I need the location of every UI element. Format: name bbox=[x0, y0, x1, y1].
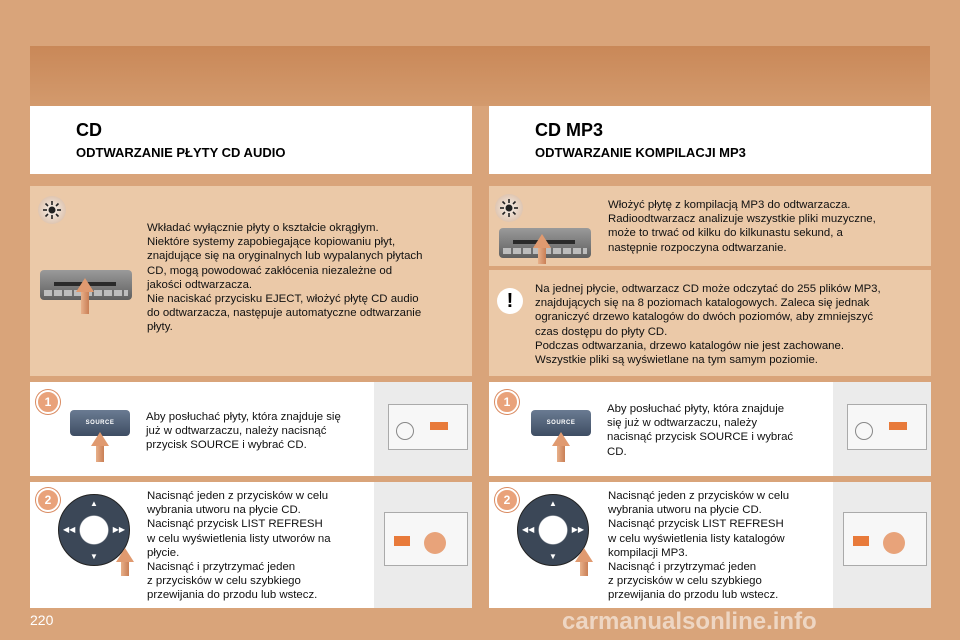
text-line: Nacisnąć i przytrzymać jeden bbox=[147, 561, 296, 574]
text-line: nacisnąć przycisk SOURCE i wybrać bbox=[607, 431, 794, 444]
column-cd-mp3 bbox=[489, 106, 931, 174]
tip-icon bbox=[38, 196, 66, 224]
step-1-text bbox=[146, 410, 341, 453]
arrow-up-icon bbox=[575, 548, 593, 562]
warning-panel-mp3 bbox=[489, 270, 931, 376]
text-line: Nacisnąć przycisk LIST REFRESH bbox=[147, 518, 323, 531]
text-line: znajdujących się na 8 poziomach katalogowych. Zaleca się jednak bbox=[535, 297, 870, 310]
source-button-image: SOURCE bbox=[70, 410, 130, 436]
text-line: Wkładać wyłącznie płyty o kształcie okrągłym. bbox=[147, 222, 379, 234]
text-line: następnie rozpoczyna odtwarzanie. bbox=[608, 241, 787, 254]
text-line: znajdujące się na oryginalnych lub wypalanych płytach bbox=[147, 250, 423, 263]
text-line: CD. bbox=[607, 445, 627, 458]
info-text bbox=[608, 198, 876, 255]
header-cd-mp3 bbox=[489, 106, 931, 174]
info-panel-mp3 bbox=[489, 186, 931, 266]
radio-panel-image bbox=[833, 382, 931, 476]
text-line: przewijania do przodu lub wstecz. bbox=[147, 589, 318, 602]
text-line: Nacisnąć jeden z przycisków w celu bbox=[147, 490, 329, 502]
step-1-mp3 bbox=[489, 382, 931, 476]
text-line: Aby posłuchać płyty, która znajduje się bbox=[146, 411, 341, 423]
step-number-badge: 1 bbox=[36, 390, 60, 414]
text-line: w celu wyświetlenia listy utworów na bbox=[147, 532, 331, 545]
text-line: już w odtwarzaczu, należy nacisnąć bbox=[146, 425, 327, 438]
tip-icon bbox=[495, 194, 523, 222]
text-line: Nie naciskać przycisku EJECT, włożyć płytę CD audio bbox=[147, 293, 419, 306]
section-subtitle: ODTWARZANIE PŁYTY CD AUDIO bbox=[76, 145, 286, 160]
text-line: Wszystkie pliki są wyświetlane na tym samym poziomie. bbox=[535, 354, 818, 367]
text-line: kompilacji MP3. bbox=[608, 546, 688, 559]
column-cd bbox=[30, 106, 472, 174]
watermark: carmanualsonline.info bbox=[562, 608, 817, 635]
source-button-image: SOURCE bbox=[531, 410, 591, 436]
text-line: przewijania do przodu lub wstecz. bbox=[608, 589, 779, 602]
direction-pad-image: ◀◀ ▶▶ ▲ ▼ bbox=[517, 494, 589, 566]
text-line: Radioodtwarzacz analizuje wszystkie pliki muzyczne, bbox=[608, 213, 876, 226]
radio-panel-image bbox=[374, 482, 472, 608]
text-line: z przycisków w celu szybkiego bbox=[608, 575, 762, 588]
step-number-badge: 2 bbox=[495, 488, 519, 512]
warning-icon: ! bbox=[497, 288, 523, 314]
radio-panel-image bbox=[374, 382, 472, 476]
step-2-cd bbox=[30, 482, 472, 608]
text-line: wybrania utworu na płycie CD. bbox=[147, 504, 301, 517]
text-line: Aby posłuchać płyty, która znajduje bbox=[607, 403, 785, 415]
text-line: ograniczyć drzewo katalogów do dwóch poziomów, aby zmniejszyć bbox=[535, 311, 874, 324]
text-line: przycisk SOURCE i wybrać CD. bbox=[146, 439, 307, 452]
text-line: czas dostępu do płyty CD. bbox=[535, 325, 668, 338]
text-line: Na jednej płycie, odtwarzacz CD może odczytać do 255 plików MP3, bbox=[535, 283, 881, 295]
direction-pad-image: ◀◀ ▶▶ ▲ ▼ bbox=[58, 494, 130, 566]
warning-text bbox=[535, 282, 881, 367]
text-line: jakości odtwarzacza. bbox=[147, 278, 253, 291]
step-1-cd bbox=[30, 382, 472, 476]
step-number-badge: 1 bbox=[495, 390, 519, 414]
radio-panel-image bbox=[833, 482, 931, 608]
page-number: 220 bbox=[30, 612, 54, 628]
text-line: się już w odtwarzaczu, należy bbox=[607, 417, 758, 430]
text-line: Niektóre systemy zapobiegające kopiowaniu płyt, bbox=[147, 236, 396, 249]
section-title: CD MP3 bbox=[535, 120, 604, 140]
header-cd bbox=[30, 106, 472, 174]
arrow-up-icon bbox=[76, 278, 94, 292]
top-band bbox=[30, 46, 930, 106]
section-subtitle: ODTWARZANIE KOMPILACJI MP3 bbox=[535, 145, 746, 160]
text-line: do odtwarzacza, następuje automatyczne odtwarzanie bbox=[147, 307, 422, 320]
step-2-mp3 bbox=[489, 482, 931, 608]
text-line: Nacisnąć i przytrzymać jeden bbox=[608, 561, 757, 574]
text-line: Nacisnąć jeden z przycisków w celu bbox=[608, 490, 790, 502]
text-line: płyty. bbox=[147, 321, 173, 334]
step-number-badge: 2 bbox=[36, 488, 60, 512]
text-line: wybrania utworu na płycie CD. bbox=[608, 504, 762, 517]
text-line: Podczas odtwarzania, drzewo katalogów nie jest zachowane. bbox=[535, 339, 844, 352]
text-line: może to trwać od kilku do kilkunastu sekund, a bbox=[608, 227, 843, 240]
step-2-text bbox=[147, 489, 331, 603]
arrow-up-icon bbox=[116, 548, 134, 562]
text-line: Włożyć płytę z kompilacją MP3 do odtwarzacza. bbox=[608, 199, 851, 211]
arrow-up-icon bbox=[552, 432, 570, 446]
info-panel-cd bbox=[30, 186, 472, 376]
step-2-text bbox=[608, 489, 789, 603]
text-line: Nacisnąć przycisk LIST REFRESH bbox=[608, 518, 784, 531]
text-line: płycie. bbox=[147, 546, 180, 559]
text-line: z przycisków w celu szybkiego bbox=[147, 575, 301, 588]
section-title: CD bbox=[76, 120, 102, 140]
text-line: w celu wyświetlenia listy katalogów bbox=[608, 532, 785, 545]
info-text bbox=[147, 221, 422, 335]
step-1-text bbox=[607, 402, 793, 459]
arrow-up-icon bbox=[533, 234, 551, 248]
text-line: CD, mogą powodować zakłócenia niezależne od bbox=[147, 264, 393, 277]
arrow-up-icon bbox=[91, 432, 109, 446]
